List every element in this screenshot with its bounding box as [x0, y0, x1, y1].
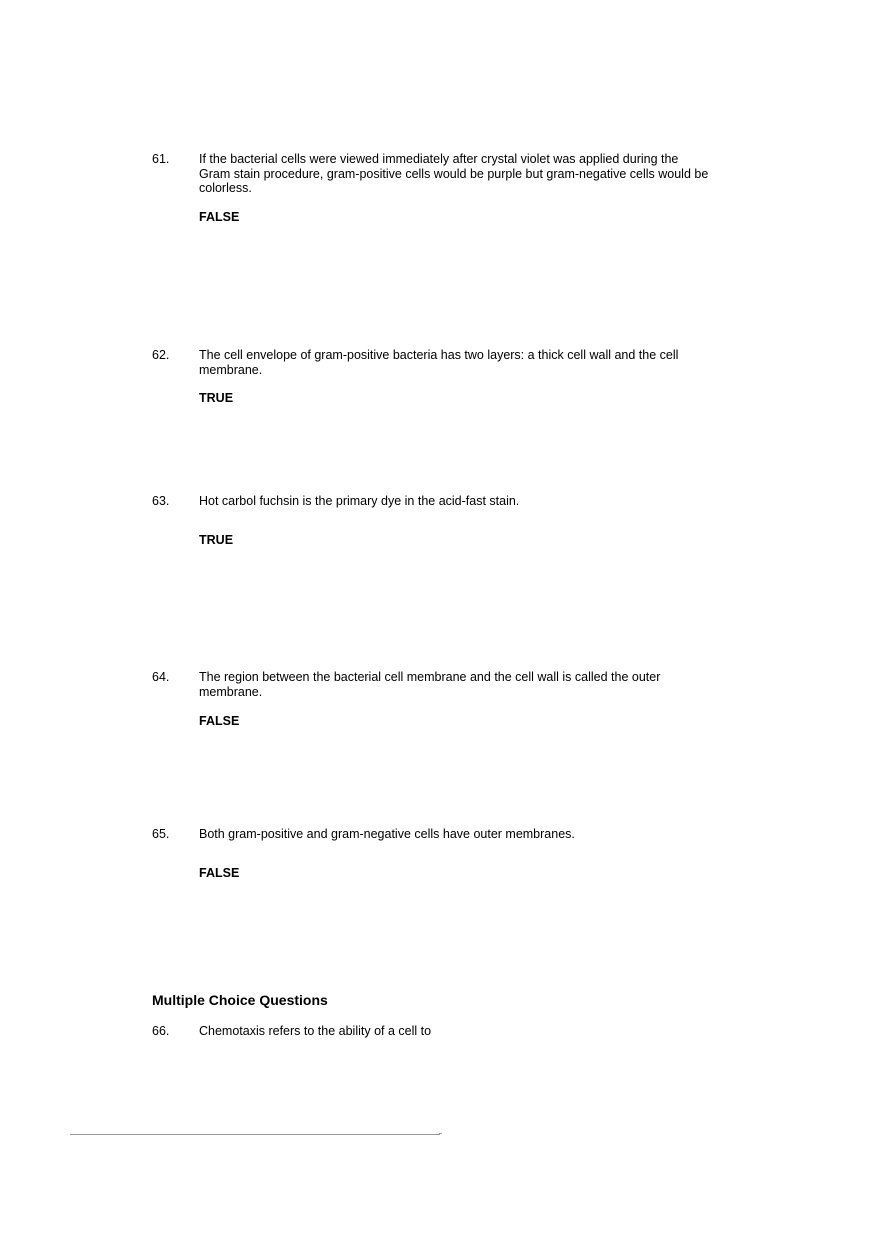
footer-rule: [70, 1134, 440, 1135]
question-number: 64.: [152, 670, 170, 684]
question-number: 61.: [152, 152, 170, 166]
question-number: 63.: [152, 494, 170, 508]
question-number: 62.: [152, 348, 170, 362]
section-heading: Multiple Choice Questions: [152, 992, 328, 1008]
question-answer: FALSE: [199, 210, 240, 224]
question-text: Chemotaxis refers to the ability of a cell to: [199, 1024, 432, 1038]
question-answer: TRUE: [199, 533, 234, 547]
question-text: The region between the bacterial cell membrane and the cell wall is called the outer membrane.: [199, 670, 661, 699]
question-text: The cell envelope of gram-positive bacteria has two layers: a thick cell wall and the cell membrane.: [199, 348, 679, 377]
question-answer: FALSE: [199, 714, 240, 728]
question-answer: FALSE: [199, 866, 240, 880]
question-answer: TRUE: [199, 391, 234, 405]
footer-rule-tick: [439, 1133, 442, 1134]
question-number: 66.: [152, 1024, 170, 1038]
question-number: 65.: [152, 827, 170, 841]
question-text: If the bacterial cells were viewed immediately after crystal violet was applied during the Gram stain procedure, gram-positive cells would be purple but gram-negative cells would be colorless.: [199, 152, 709, 195]
question-text: Hot carbol fuchsin is the primary dye in the acid-fast stain.: [199, 494, 520, 508]
question-text: Both gram-positive and gram-negative cells have outer membranes.: [199, 827, 575, 841]
